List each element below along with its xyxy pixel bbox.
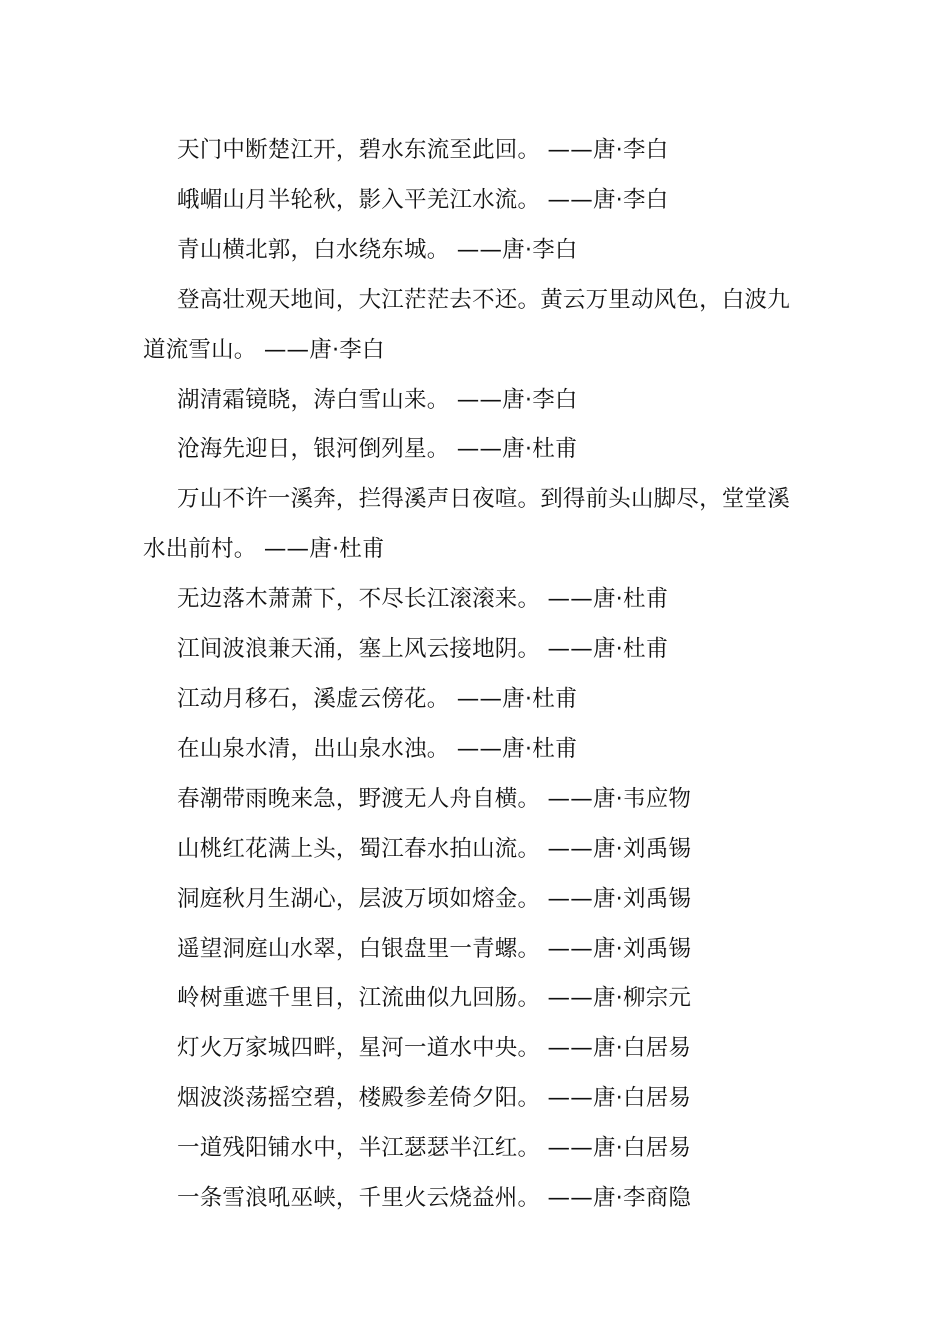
poem-line: 无边落木萧萧下，不尽长江滚滚来。 ——唐·杜甫: [177, 586, 669, 613]
poem-line: 江动月移石，溪虚云傍花。 ——唐·杜甫: [177, 685, 578, 712]
poem-line: 天门中断楚江开，碧水东流至此回。 ——唐·李白: [177, 137, 669, 163]
poem-line: 灯火万家城四畔，星河一道水中央。 ——唐·白居易: [177, 1035, 692, 1062]
poem-line: 青山横北郭，白水绕东城。 ——唐·李白: [177, 236, 578, 263]
poem-line: 烟波淡荡摇空碧，楼殿参差倚夕阳。 ——唐·白居易: [177, 1085, 692, 1112]
poem-line: 春潮带雨晚来急，野渡无人舟自横。 ——唐·韦应物: [177, 785, 692, 812]
poem-line: 遥望洞庭山水翠，白银盘里一青螺。 ——唐·刘禹锡: [177, 935, 692, 962]
poem-line: 沧海先迎日，银河倒列星。 ——唐·杜甫: [177, 436, 578, 463]
poem-line: 一道残阳铺水中，半江瑟瑟半江红。 ——唐·白居易: [177, 1135, 692, 1162]
poem-line: 江间波浪兼天涌，塞上风云接地阴。 ——唐·杜甫: [177, 636, 669, 663]
poem-line: 峨嵋山月半轮秋，影入平羌江水流。 ——唐·李白: [177, 186, 669, 213]
poem-line: 万山不许一溪奔，拦得溪声日夜喧。到得前头山脚尽，堂堂溪水出前村。 ——唐·杜甫: [143, 486, 790, 563]
poem-line: 山桃红花满上头，蜀江春水拍山流。 ——唐·刘禹锡: [177, 835, 692, 862]
poem-line: 在山泉水清，出山泉水浊。 ——唐·杜甫: [177, 735, 578, 762]
poem-line: 一条雪浪吼巫峡，千里火云烧益州。 ——唐·李商隐: [177, 1185, 692, 1212]
poem-line: 湖清霜镜晓，涛白雪山来。 ——唐·李白: [177, 386, 578, 413]
poem-line: 登高壮观天地间，大江茫茫去不还。黄云万里动风色，白波九道流雪山。 ——唐·李白: [143, 286, 790, 363]
poem-list: [143, 126, 808, 1224]
poem-line: 洞庭秋月生湖心，层波万顷如熔金。 ——唐·刘禹锡: [177, 885, 692, 912]
poem-line: 岭树重遮千里目，江流曲似九回肠。 ——唐·柳宗元: [177, 985, 692, 1012]
